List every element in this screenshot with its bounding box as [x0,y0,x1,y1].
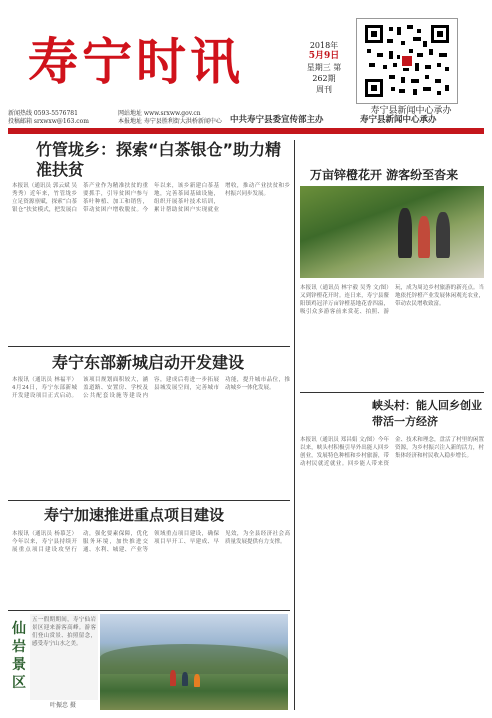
masthead-divider [8,128,484,134]
article-1-body: 本报讯（通讯员 郭云斌 吴秀秀）近年来，竹管垅乡立足资源禀赋，探索“白茶银仓”扶贫模式，把发展白茶产业作为精准扶贫的重要抓手，引导贫困户参与茶叶种植、加工和销售，带动贫困户增收脱贫。今年以来，该乡新建白茶基地，完善茶园基础设施，组织开展茶叶技术培训，累计帮助贫困户实现就业增收，推动产业扶贫和乡村振兴同步发展。 [12,183,290,213]
address: 本报地址 寿宁县胜利街大洪桥新闻中心 [118,118,222,125]
issue-period: 周刊 [316,85,332,94]
section-divider-4 [8,610,290,611]
issue-year: 2018年 [309,41,339,50]
photo-label: 仙岩景区 [12,621,26,691]
article-4-title: 峡头村：能人回乡创业 带活一方经济 [372,399,482,428]
photo-caption-text: 五一假期期间，寿宁仙岩景区迎来游客高峰。游客们登山赏景、拍照留念，感受寿宁山水之美。 [30,614,98,700]
article-3-title: 寿宁东部新城启动开发建设 [52,353,245,372]
photo-credit: 叶振忠 摄 [50,702,76,709]
issue-line: 星期三 第262期 [306,63,342,83]
article-2-body: 本报讯（通讯员 林宇毅 吴秀 文/图）又到锌橙花开时。连日来，寿宁县鳌阳镇鸡冠洋万亩锌橙基地花香四溢，吸引众多游客前来赏花、拍照、游玩，成为周边乡村旅游的新亮点。当地依托锌橙产业发展休闲观光农业，带动农民增收致富。 [300,285,484,315]
section-divider-1 [8,346,290,347]
issue-date: 5月9日 [308,51,340,61]
hotline: 新闻热线 0593-5576781 [8,110,78,117]
article-4-body: 本报讯（通讯员 郑昌娟 文/图）今年以来，峡头村积极引导外出能人回乡创业，发展特色种植和乡村旅游，带动村民就近就业。回乡能人带来资金、技术和理念，盘活了村里的闲置资源，为乡村振兴注入新的活力，村集体经济和村民收入稳步增长。 [300,437,484,467]
masthead-title: 寿宁时讯 [28,32,244,91]
qr-code-graphic [357,19,457,103]
qr-code [356,18,458,104]
organizer: 寿宁县新闻中心承办 [360,115,437,125]
article-5-body: 本报讯（通讯员 杨慕芝）今年以来，寿宁县持续开展重点项目建设攻坚行动，强化要素保障，优化服务环境，加快推进交通、水利、城建、产业等领域重点项目建设，确保项目早开工、早建成、早见效，为全县经济社会高质量发展提供有力支撑。 [12,531,290,553]
qr-caption: 寿宁县新闻中心承办 [370,106,452,116]
website: 网站地址 www.srxww.gov.cn [118,110,201,117]
article-2-photo [300,186,484,278]
scenic-photo [100,614,288,710]
section-divider-3 [8,500,290,501]
section-divider-2 [300,392,484,393]
sponsor: 中共寿宁县委宣传部主办 [230,115,324,125]
article-2-title: 万亩锌橙花开 游客纷至沓来 [310,168,459,182]
article-3-body: 本报讯（通讯员 林福平）4月24日，寿宁东部新城开发建设项目正式启动。该项目规划面积较大，涵盖道路、安置房、学校及公共配套设施等建设内容，建成后将进一步拓展县城发展空间，完善城市功能，提升城市品位，推动城乡一体化发展。 [12,377,290,399]
column-divider [294,140,295,710]
article-1-title: 竹管垅乡：探索“白茶银仓”助力精准扶贫 [36,140,282,179]
issue-info [300,40,348,95]
article-5-title: 寿宁加速推进重点项目建设 [44,506,225,524]
email: 投稿邮箱 srxwxw@163.com [8,118,89,125]
